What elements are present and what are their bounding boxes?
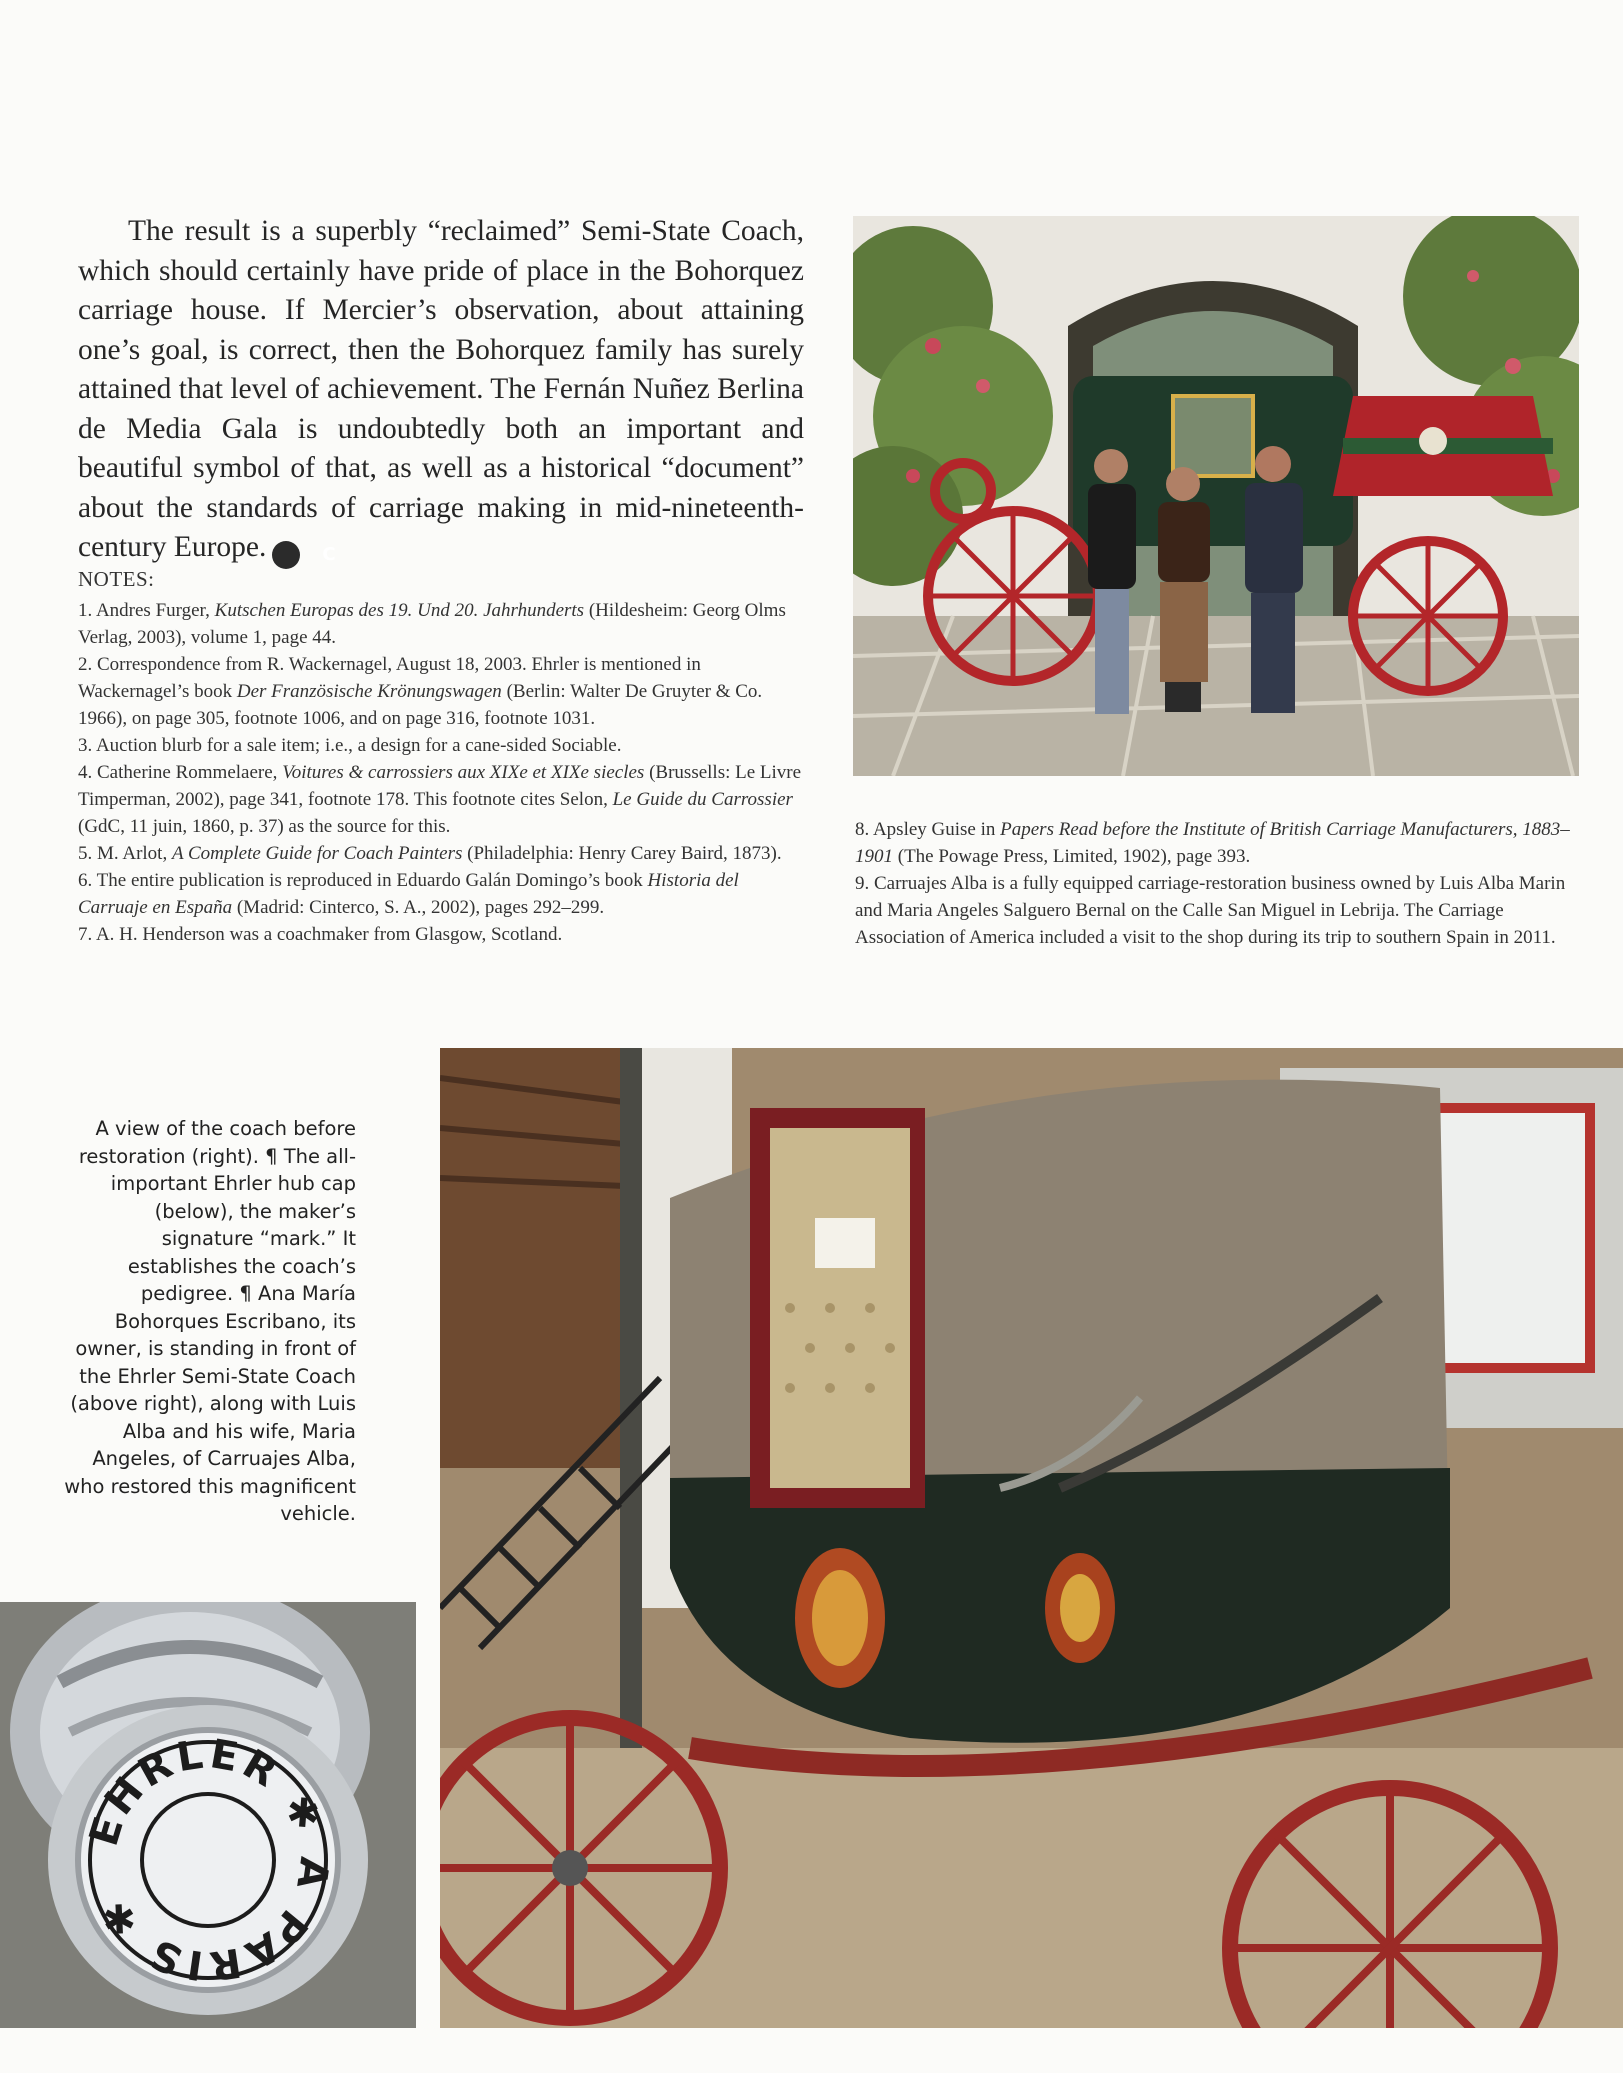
body-paragraph-text: The result is a superbly “reclaimed” Semi-State Coach, which should certainly have pride of place in the Bohorquez carriage house. If Mercier’s observation, about attaining one’s goal, is correct, then the Bohorquez family has surely attained that level of achievement. The Fernán Nuñez Berlina de Media Gala is undoubtedly both an important and beautiful symbol of that, as well as a historical “document” about the standards of carriage making in mid-nineteenth-century Europe.: [78, 215, 805, 563]
note-4: 4. Catherine Rommelaere, Voitures & carrossiers aux XIXe et XIXe siecles (Brussells: Le Livre Timperman, 2002), page 341, footnote 178. This footnote cites Selon, Le Guide du Carrossier (GdC, 11 juin, 1860, p. 37) as the source for this.: [78, 762, 802, 837]
note-5: 5. M. Arlot, A Complete Guide for Coach Painters (Philadelphia: Henry Carey Baird, 1873).: [78, 843, 782, 864]
note-9: 9. Carruajes Alba is a fully equipped carriage-restoration business owned by Luis Alba Marin and Maria Angeles Salguero Bernal on the Calle San Miguel in Lebrija. The Carriage Association of America included a visit to the shop during its trip to southern Spain in 2011.: [855, 873, 1566, 948]
coach-before-restoration-photo: [440, 1048, 1623, 2028]
hubcap-stamp-text: EHRLER ✱ A PARIS ✱: [80, 1731, 338, 1990]
note-2: 2. Correspondence from R. Wackernagel, August 18, 2003. Ehrler is mentioned in Wackernagel’s book Der Französische Krönungswagen (Berlin: Walter De Gruyter & Co. 1966), on page 305, footnote 1006, and on page 316, footnote 1031.: [78, 654, 763, 729]
coach-before-restoration-illustration: [440, 1048, 1623, 2028]
ehrler-hubcap-illustration: [0, 1602, 416, 2028]
note-1: 1. Andres Furger, Kutschen Europas des 19. Und 20. Jahrhunderts (Hildesheim: Georg Olms Verlag, 2003), volume 1, page 44.: [78, 600, 786, 648]
restored-coach-illustration: [853, 216, 1579, 776]
restored-coach-photo: [853, 216, 1579, 776]
photo-caption: A view of the coach before restoration (right). ¶ The all-important Ehrler hub cap (below), the maker’s signature “mark.” It establishes the coach’s pedigree. ¶ Ana María Bohorques Escribano, its owner, is standing in front of the Ehrler Semi-State Coach (above right), along with Luis Alba and his wife, Maria Angeles, of Carruajes Alba, who restored this magnificent vehicle.: [64, 1117, 356, 1525]
notes-column-right: [855, 816, 1575, 951]
notes-column-left: [78, 566, 808, 948]
end-of-article-mark: C: [272, 541, 300, 569]
hubcap-photo: [0, 1602, 416, 2028]
body-paragraph: [78, 212, 804, 569]
note-3: 3. Auction blurb for a sale item; i.e., a design for a cane-sided Sociable.: [78, 735, 622, 756]
note-6: 6. The entire publication is reproduced in Eduardo Galán Domingo’s book Historia del Carruaje en España (Madrid: Cinterco, S. A., 2002), pages 292–299.: [78, 870, 739, 918]
note-8: 8. Apsley Guise in Papers Read before the Institute of British Carriage Manufacturers, 1883–1901 (The Powage Press, Limited, 1902), page 393.: [855, 819, 1570, 867]
note-7: 7. A. H. Henderson was a coachmaker from Glasgow, Scotland.: [78, 924, 563, 945]
notes-heading: NOTES:: [78, 567, 155, 591]
